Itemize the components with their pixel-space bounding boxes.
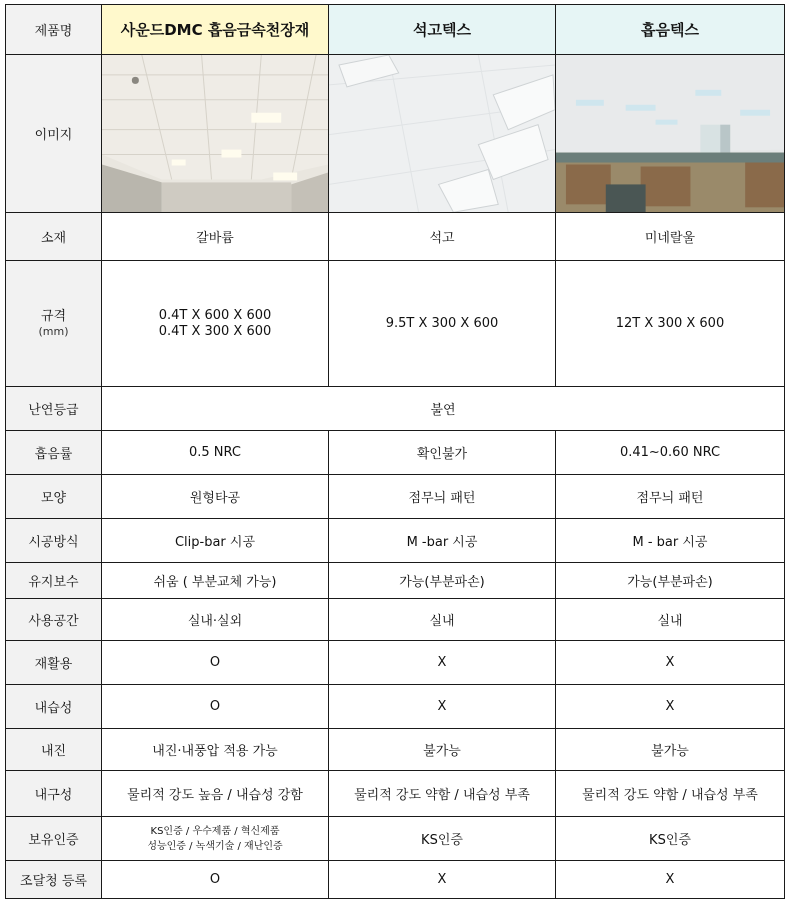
spec-row-material: [6, 213, 785, 261]
row-label: 보유인증: [6, 817, 102, 861]
product-name-gypsum-tex: 석고텍스: [329, 5, 556, 55]
cell-line: 0.4T X 600 X 600: [158, 307, 272, 323]
cell-line: 0.4T X 300 X 600: [158, 323, 272, 339]
cell-value: 실내·실외: [102, 599, 329, 641]
cell-value: O: [102, 641, 329, 685]
spec-row-moisture: [6, 685, 785, 729]
cell-value: [329, 261, 556, 387]
cell-value: M - bar 시공: [556, 519, 785, 563]
cell-value: 점무늬 패턴: [556, 475, 785, 519]
cell-value: 내진·내풍압 적용 가능: [102, 729, 329, 771]
cell-value: 0.41~0.60 NRC: [556, 431, 785, 475]
cell-value: 쉬움 ( 부분교체 가능): [102, 563, 329, 599]
cell-value: 확인불가: [329, 431, 556, 475]
cell-value: Clip-bar 시공: [102, 519, 329, 563]
cell-line: 성능인증 / 녹색기술 / 재난인증: [147, 840, 283, 852]
cell-value: X: [329, 685, 556, 729]
cell-value: X: [556, 861, 785, 899]
cell-value: O: [102, 861, 329, 899]
cell-value: 물리적 강도 약함 / 내습성 부족: [329, 771, 556, 817]
row-label-unit: (mm): [38, 324, 69, 338]
image-row-label: 이미지: [6, 55, 102, 213]
spec-row-fire-rating: [6, 387, 785, 431]
spec-row-certification: [6, 817, 785, 861]
cell-value: 실내: [556, 599, 785, 641]
cell-line: KS인증 / 우수제품 / 혁신제품: [150, 825, 280, 837]
row-label: 유지보수: [6, 563, 102, 599]
cell-value: 가능(부분파손): [329, 563, 556, 599]
row-label: 소재: [6, 213, 102, 261]
cell-value: 점무늬 패턴: [329, 475, 556, 519]
spec-row-durability: [6, 771, 785, 817]
row-label: [6, 261, 102, 387]
product-name-dmc: 사운드DMC 흡음금속천장재: [102, 5, 329, 55]
spec-row-install: [6, 519, 785, 563]
cell-value: [556, 261, 785, 387]
row-label: 조달청 등록: [6, 861, 102, 899]
cell-value: M -bar 시공: [329, 519, 556, 563]
cell-value: 가능(부분파손): [556, 563, 785, 599]
image-row: [6, 55, 785, 213]
row-label: 흡음률: [6, 431, 102, 475]
header-label: 제품명: [6, 5, 102, 55]
cell-value: 물리적 강도 높음 / 내습성 강함: [102, 771, 329, 817]
spec-row-shape: [6, 475, 785, 519]
row-label: 재활용: [6, 641, 102, 685]
row-label: 시공방식: [6, 519, 102, 563]
row-label: 내습성: [6, 685, 102, 729]
row-label: 모양: [6, 475, 102, 519]
row-label: 난연등급: [6, 387, 102, 431]
spec-row-procurement: [6, 861, 785, 899]
cell-value: 미네랄울: [556, 213, 785, 261]
cell-value: X: [556, 685, 785, 729]
cell-value: 불가능: [329, 729, 556, 771]
absorbent-tex-library-photo: [556, 55, 785, 213]
gypsum-tex-ceiling-photo: [329, 55, 556, 213]
cell-value: 물리적 강도 약함 / 내습성 부족: [556, 771, 785, 817]
comparison-table: [5, 4, 785, 899]
cell-value: X: [556, 641, 785, 685]
spec-row-usage-space: [6, 599, 785, 641]
cell-value: 0.5 NRC: [102, 431, 329, 475]
spec-row-seismic: [6, 729, 785, 771]
spec-row-size: [6, 261, 785, 387]
product-name-absorbent-tex: 흡음텍스: [556, 5, 785, 55]
header-row: [6, 5, 785, 55]
cell-value: 석고: [329, 213, 556, 261]
cell-line: 12T X 300 X 600: [615, 315, 725, 331]
metal-ceiling-room-photo: [102, 55, 329, 213]
cell-value: KS인증: [329, 817, 556, 861]
cell-value: X: [329, 861, 556, 899]
cell-line: 9.5T X 300 X 600: [385, 315, 499, 331]
row-label: 내진: [6, 729, 102, 771]
cell-value: [102, 817, 329, 861]
merged-cell-value: 불연: [102, 387, 785, 431]
cell-value: 원형타공: [102, 475, 329, 519]
cell-value: O: [102, 685, 329, 729]
cell-value: KS인증: [556, 817, 785, 861]
spec-row-maintenance: [6, 563, 785, 599]
cell-value: 갈바륨: [102, 213, 329, 261]
cell-value: 실내: [329, 599, 556, 641]
cell-value: [102, 261, 329, 387]
row-label-text: 규격: [40, 308, 67, 324]
row-label: 내구성: [6, 771, 102, 817]
cell-value: 불가능: [556, 729, 785, 771]
row-label: 사용공간: [6, 599, 102, 641]
spec-row-recycle: [6, 641, 785, 685]
cell-value: X: [329, 641, 556, 685]
spec-row-absorption: [6, 431, 785, 475]
